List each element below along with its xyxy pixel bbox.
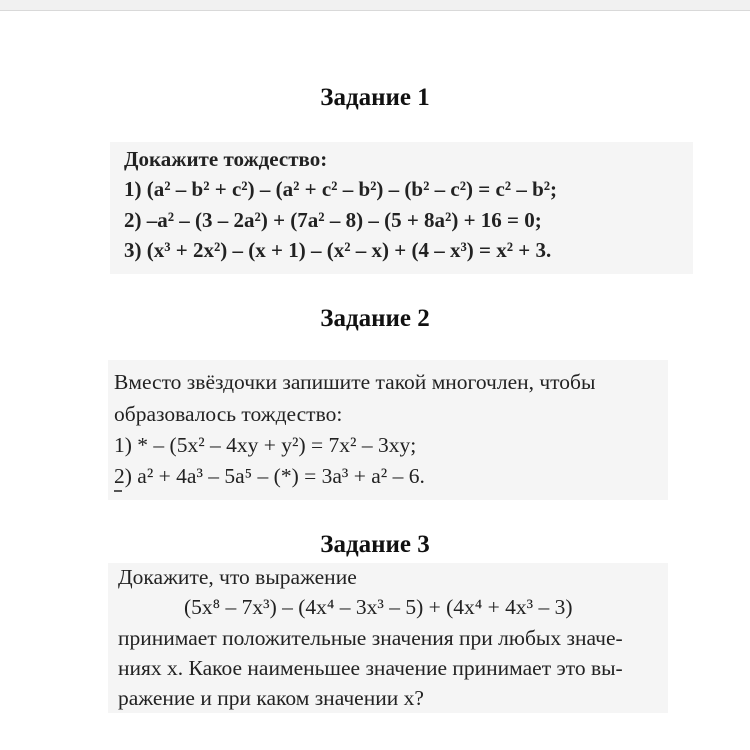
task2-line-1: 1) * – (5x² – 4xy + y²) = 7x² – 3xy; bbox=[114, 433, 417, 457]
task1-line-2: 2) –a² – (3 – 2a²) + (7a² – 8) – (5 + 8a²) + 16 = 0; bbox=[124, 208, 542, 232]
task2-scan bbox=[108, 360, 668, 500]
window-top-bar bbox=[0, 0, 750, 11]
task1-line-intro: Докажите тождество: bbox=[124, 147, 328, 171]
scan-dash-mark bbox=[114, 490, 122, 492]
task1-scan bbox=[110, 142, 693, 274]
task2-heading: Задание 2 bbox=[320, 305, 430, 332]
task3-line-expression: (5x⁸ – 7x³) – (4x⁴ – 3x³ – 5) + (4x⁴ + 4x³ – 3) bbox=[184, 595, 573, 619]
task3-line-text-2: ниях x. Какое наименьшее значение принимает это вы- bbox=[118, 656, 623, 680]
task3-line-text-1: принимает положительные значения при любых значе- bbox=[118, 626, 623, 650]
task2-line-intro-1: Вместо звёздочки запишите такой многочлен, чтобы bbox=[114, 370, 596, 394]
task2-line-intro-2: образовалось тождество: bbox=[114, 402, 343, 426]
task2-line-2: 2) a² + 4a³ – 5a⁵ – (*) = 3a³ + a² – 6. bbox=[114, 464, 425, 488]
task1-line-3: 3) (x³ + 2x²) – (x + 1) – (x² – x) + (4 – x³) = x² + 3. bbox=[124, 238, 552, 262]
task3-line-intro: Докажите, что выражение bbox=[118, 565, 357, 589]
task3-heading: Задание 3 bbox=[320, 531, 430, 558]
task3-scan bbox=[108, 563, 668, 713]
task3-line-text-3: ражение и при каком значении x? bbox=[118, 686, 424, 710]
task1-line-1: 1) (a² – b² + c²) – (a² + c² – b²) – (b² – c²) = c² – b²; bbox=[124, 177, 558, 201]
task1-heading: Задание 1 bbox=[320, 84, 430, 111]
